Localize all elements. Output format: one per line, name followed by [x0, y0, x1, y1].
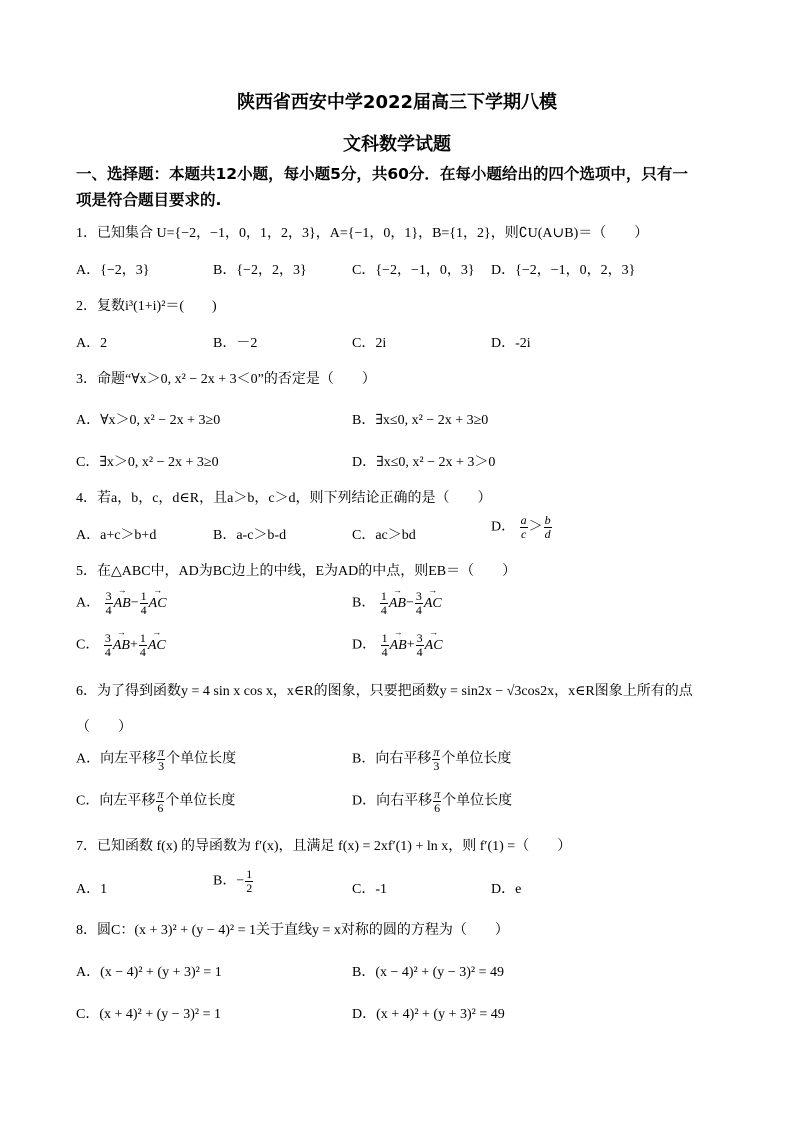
question-4-option-b: B．a-c＞b-d [213, 528, 287, 543]
vector-ac: → AC [424, 596, 442, 612]
question-3-option-b: B．∃x≤0, x² − 2x + 3≥0 [352, 413, 489, 428]
question-4-stem: 4．若a，b，c，d∈R，且a＞b，c＞d，则下列结论正确的是（ ） [76, 491, 492, 506]
question-5-option-c: C． $\frac{3}{4}$ → AB+ $\frac{1}{4}$ → AC [76, 632, 166, 659]
question-6-paren: （ ） [76, 720, 132, 735]
section-heading-line1: 一、选择题：本题共12小题，每小题5分，共60分．在每小题给出的四个选项中，只有一 [76, 165, 688, 183]
vector-ac: → AC [148, 638, 166, 654]
vector-ab: → AB [114, 596, 131, 612]
question-3-option-c: C．∃x＞0, x² − 2x + 3≥0 [76, 455, 219, 470]
vector-ab: → AB [113, 638, 130, 654]
page-subtitle: 文科数学试题 [343, 134, 451, 155]
question-5-option-b: B． $\frac{1}{4}$ → AB− $\frac{3}{4}$ → AC [352, 590, 442, 617]
question-1-option-b: B．{−2，2，3} [213, 263, 307, 278]
gt-symbol: ＞ [528, 519, 543, 535]
question-3-option-d: D．∃x≤0, x² − 2x + 3＞0 [352, 455, 496, 470]
fraction-1-2: $\frac{1}{2}$ [246, 867, 253, 895]
question-8-stem: 8．圆C：(x + 3)² + (y − 4)² = 1关于直线y = x对称的圆的方程为（ ） [76, 923, 509, 938]
vector-ac: → AC [149, 596, 167, 612]
question-5-option-a: A． $\frac{3}{4}$ → AB− $\frac{1}{4}$ → AC [76, 590, 167, 617]
question-1-option-d: D．{−2，−1，0，2，3} [491, 263, 636, 278]
question-8-option-b: B．(x − 4)² + (y − 3)² = 49 [352, 965, 504, 980]
question-2-option-a: A．2 [76, 336, 108, 351]
fraction-3-4: $\frac{3}{4}$ [415, 589, 422, 617]
question-4-option-d [491, 514, 553, 541]
question-8-option-c: C．(x + 4)² + (y − 3)² = 1 [76, 1007, 221, 1022]
vector-ab: → AB [390, 638, 407, 654]
question-6-option-a: A．向左平移 $\frac{\pi}{3}$ 个单位长度 [76, 745, 237, 773]
fraction-pi-3: $\frac{\pi}{3}$ [433, 745, 440, 773]
vector-ab: → AB [389, 596, 406, 612]
fraction-pi-6: $\frac{\pi}{6}$ [157, 787, 164, 815]
question-2-option-c: C．2i [352, 336, 387, 351]
question-7-stem: 7．已知函数 f(x) 的导函数为 f′(x)，且满足 f(x) = 2xf′(1) + ln x，则 f′(1) =（ ） [76, 839, 572, 854]
fraction-pi-6: $\frac{\pi}{6}$ [434, 787, 441, 815]
question-7-option-a: A．1 [76, 882, 108, 897]
question-6-option-d: D．向右平移 $\frac{\pi}{6}$ 个单位长度 [352, 787, 513, 815]
question-3-stem: 3．命题“∀x＞0, x² − 2x + 3＜0”的否定是（ ） [76, 372, 376, 387]
question-2-stem: 2．复数i³(1+i)²＝( ) [76, 299, 217, 314]
question-6-option-b: B．向右平移 $\frac{\pi}{3}$ 个单位长度 [352, 745, 512, 773]
question-2-option-d: D．-2i [491, 336, 531, 351]
question-4-option-c: C．ac＞bd [352, 528, 416, 543]
question-3-option-a: A．∀x＞0, x² − 2x + 3≥0 [76, 413, 221, 428]
question-6-option-c: C．向左平移 $\frac{\pi}{6}$ 个单位长度 [76, 787, 236, 815]
question-1-stem: 1．已知集合 U={−2，−1，0，1，2，3}，A={−1，0，1}，B={1，2}，则∁U(A∪B)＝（ ） [76, 226, 649, 241]
section-heading-line2: 项是符合题目要求的. [76, 191, 222, 209]
fraction-pi-3: $\frac{\pi}{3}$ [158, 745, 165, 773]
fraction-3-4: $\frac{3}{4}$ [416, 631, 423, 659]
question-4-option-a: A．a+c＞b+d [76, 528, 157, 543]
question-8-option-d: D．(x + 4)² + (y + 3)² = 49 [352, 1007, 505, 1022]
page-title: 陕西省西安中学2022届高三下学期八模 [236, 92, 558, 113]
option-d-prefix: D． [491, 519, 516, 535]
question-6-stem: 6．为了得到函数y = 4 sin x cos x，x∈R的图象，只要把函数y = sin2x − √3cos2x，x∈R图象上所有的点 [76, 684, 693, 699]
question-2-option-b: B．－2 [213, 336, 258, 351]
fraction-b-over-d: $\frac{b}{d}$ [544, 513, 551, 541]
question-8-option-a: A．(x − 4)² + (y + 3)² = 1 [76, 965, 222, 980]
question-5-stem: 5．在△ABC中，AD为BC边上的中线，E为AD的中点，则EB＝（ ） [76, 564, 517, 579]
question-1-option-a: A．{−2，3} [76, 263, 150, 278]
question-1-option-c: C．{−2，−1，0，3} [352, 263, 475, 278]
question-7-option-b: B．− $\frac{1}{2}$ [213, 867, 253, 895]
fraction-1-4: $\frac{1}{4}$ [140, 589, 147, 617]
question-7-option-c: C．-1 [352, 882, 387, 897]
question-7-option-d: D．e [491, 882, 522, 897]
fraction-a-over-c: $\frac{a}{c}$ [520, 513, 527, 541]
fraction-1-4: $\frac{1}{4}$ [139, 631, 146, 659]
fraction-1-4: $\frac{1}{4}$ [380, 589, 387, 617]
fraction-3-4: $\frac{3}{4}$ [104, 631, 111, 659]
vector-ac: → AC [425, 638, 443, 654]
fraction-3-4: $\frac{3}{4}$ [105, 589, 112, 617]
question-5-option-d: D． $\frac{1}{4}$ → AB+ $\frac{3}{4}$ → AC [352, 632, 443, 659]
fraction-1-4: $\frac{1}{4}$ [381, 631, 388, 659]
